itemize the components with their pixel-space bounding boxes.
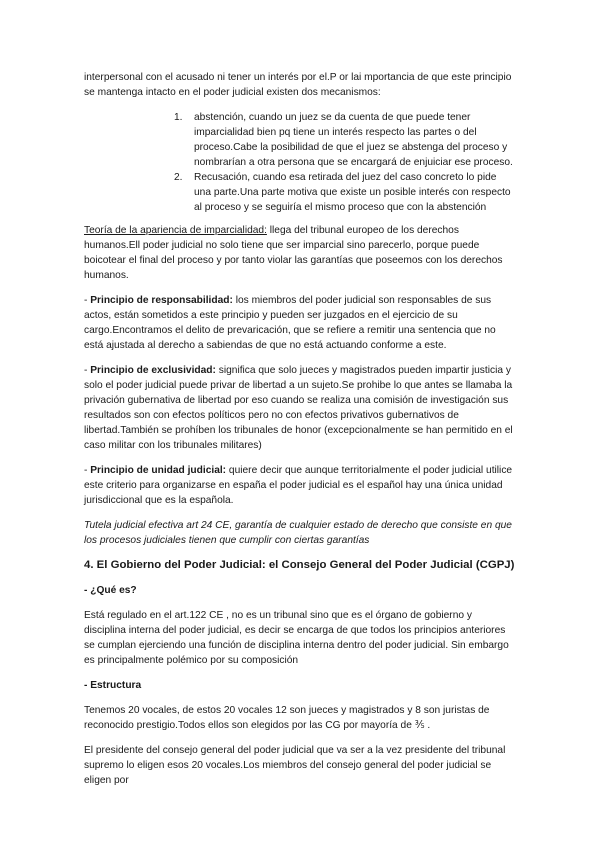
mechanisms-list (84, 110, 516, 215)
bullet-dash: - (84, 465, 91, 476)
que-es-heading: - ¿Qué es? (84, 585, 137, 596)
que-es-paragraph: Está regulado en el art.122 CE , no es un tribunal sino que es el órgano de gobierno y disciplina interna del poder judicial, es decir se encarga de que todos los principios anteriores se cumplan ejerciendo una función de disciplina interna dentro del poder judicial. Sin embargo es principalmente polémico por su composición (84, 610, 509, 666)
list-item-text: abstención, cuando un juez se da cuenta de que puede tener imparcialidad bien pq tiene un interés respecto las partes o del proceso.Cabe la posibilidad de que el juez se abstenga del proceso y nombrarían a otra persona que se encargará de enjuiciar ese proceso. (194, 112, 513, 168)
apariencia-label: Teoría de la apariencia de imparcialidad: (84, 225, 267, 236)
list-item (174, 110, 516, 170)
estructura-paragraph-1: Tenemos 20 vocales, de estos 20 vocales 12 son jueces y magistrados y 8 son juristas de reconocido prestigio.Todos ellos son elegidos por las CG por mayoría de ⅗ . (84, 705, 490, 731)
principio-exclusividad-paragraph (84, 363, 516, 453)
list-item (174, 170, 516, 215)
list-number: 1. (174, 112, 183, 123)
intro-paragraph: interpersonal con el acusado ni tener un interés por el.P or lai mportancia de que este principio se mantenga intacto en el poder judicial existen dos mecanismos: (84, 72, 512, 98)
estructura-heading: - Estructura (84, 680, 142, 691)
apariencia-paragraph (84, 223, 516, 283)
estructura-paragraph-2: El presidente del consejo general del poder judicial que va ser a la vez presidente del tribunal supremo lo eligen esos 20 vocales.Los miembros del consejo general del poder judicial se eligen por (84, 745, 506, 786)
principio-text: quiere decir que aunque territorialmente el poder judicial utilice este criterio para organizarse en españa el poder judicial es el español hay una única unidad jurisdiccional que es la española. (84, 465, 513, 506)
apariencia-text: llega del tribunal europeo de los derechos humanos.Ell poder judicial no solo tiene que ser imparcial sino parecerlo, porque puede boicotear el final del proceso y por tanto violar las garantías que poseemos con los derechos humanos. (84, 225, 503, 281)
section-title: 4. El Gobierno del Poder Judicial: el Consejo General del Poder Judicial (CGPJ) (84, 559, 515, 571)
principio-text: los miembros del poder judicial son responsables de sus actos, están sometidos a este principio y pueden ser juzgados en el ejercicio de su cargo.Encontramos el delito de prevaricación, que se refiere a remitir una sentencia que no está ajustada al derecho a sabiendas de que no está actuando conforme a este. (84, 295, 496, 351)
principio-responsabilidad-paragraph (84, 293, 516, 353)
list-number: 2. (174, 172, 183, 183)
list-item-text: Recusación, cuando esa retirada del juez del caso concreto lo pide una parte.Una parte motiva que existe un posible interés con respecto al proceso y se seguiría el mismo proceso que con la abstención (194, 172, 511, 213)
principio-text: significa que solo jueces y magistrados pueden impartir justicia y solo el poder judicial puede privar de libertad a un sujeto.Se prohibe lo que antes se llamaba la privación gubernativa de libertad por eso cuando se realiza una comisión de investigación sus resultados son con efectos políticos pero no con efectos privativos gubernativos de libertad.También se prohíben los tribunales de honor (excepcionalmente se han permitido en el caso militar con los tribunales militares) (84, 365, 513, 451)
principio-label: Principio de exclusividad: (90, 365, 216, 376)
bullet-dash: - (84, 365, 91, 376)
principio-unidad-paragraph (84, 463, 516, 508)
bullet-dash: - (84, 295, 91, 306)
tutela-paragraph: Tutela judicial efectiva art 24 CE, garantía de cualquier estado de derecho que consiste en que los procesos judiciales tienen que cumplir con ciertas garantías (84, 520, 512, 546)
principio-label: Principio de unidad judicial: (90, 465, 227, 476)
principio-label: Principio de responsabilidad: (90, 295, 233, 306)
